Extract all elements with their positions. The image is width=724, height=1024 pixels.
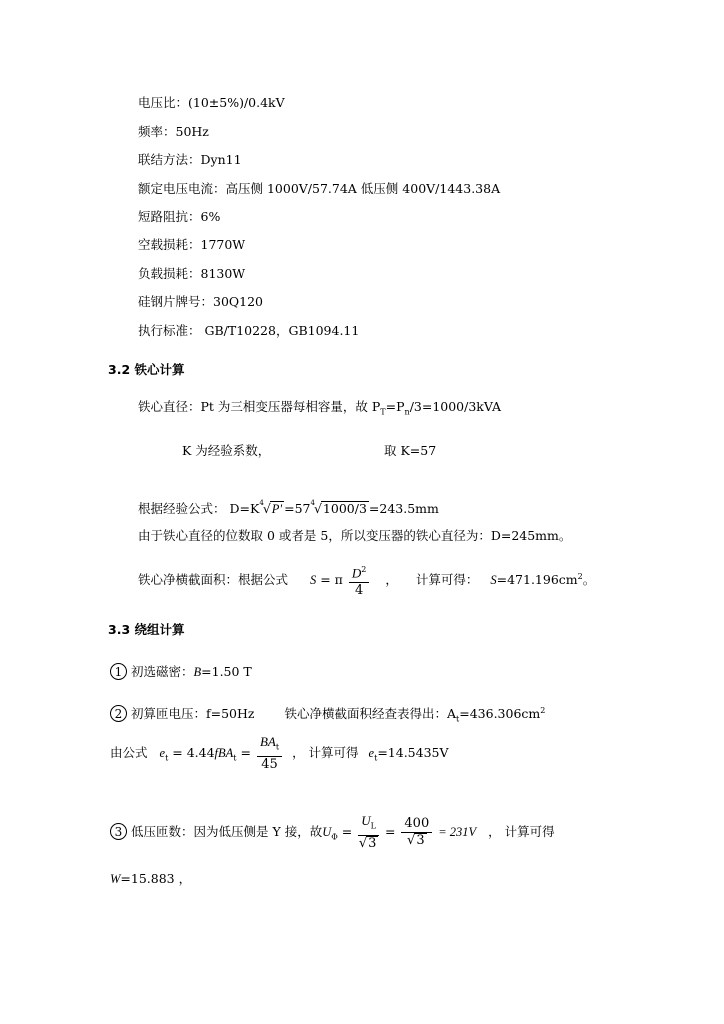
root-index: 4 [259, 499, 264, 507]
step3-text: 低压匝数：因为低压侧是 Y 接，故 [131, 824, 323, 839]
formula-mid: =57 [284, 501, 311, 516]
area-den: 4 [354, 583, 364, 599]
et-fba-sub: t [233, 753, 237, 763]
step2-line [110, 702, 545, 729]
spec-no-load-loss: 空载损耗：1770W [138, 237, 246, 252]
spec-voltage-ratio: 电压比：(10±5%)/0.4kV [138, 95, 285, 110]
et-fraction [257, 734, 282, 773]
et-e2: e [368, 746, 375, 760]
k-coefficient: K 为经验系数， [182, 443, 271, 458]
area-label: 铁心净横截面积：根据公式 [138, 572, 289, 588]
et-formula-line [110, 733, 449, 779]
dia-sub2: n [404, 407, 410, 417]
step2-text: 初算匝电压：f=50Hz [131, 706, 255, 722]
et-sub: t [165, 753, 169, 763]
dia-text: 铁心直径：Pt 为三相变压器每相容量，故 P [138, 399, 381, 414]
step2-circle-number: 2 [110, 705, 127, 722]
section-heading-3-2: 3.2 铁心计算 [108, 362, 185, 377]
area-num: D [351, 565, 362, 581]
spec-load-loss: 负载损耗：8130W [138, 266, 246, 281]
step3-calc: ， 计算可得 [488, 824, 555, 839]
step3-usub: Φ [331, 832, 338, 842]
spec-steel-grade: 硅钢片牌号：30Q120 [138, 294, 264, 309]
spec-frequency: 频率：50Hz [138, 124, 209, 139]
area-calc: 计算可得： [415, 572, 479, 588]
area-result-end: 。 [582, 572, 596, 588]
et-val: =14.5435V [377, 745, 449, 760]
et-sub2: t [374, 753, 378, 763]
area-result-sup: 2 [577, 572, 583, 581]
et-eq: = 4.44 [172, 745, 215, 760]
root-index-2: 4 [310, 499, 315, 507]
step2-area: 铁心净横截面积经查表得出：A [284, 706, 457, 722]
formula-arg: 1000/3 [322, 501, 367, 516]
step2-area-sup: 2 [540, 706, 546, 715]
core-diameter-text [138, 398, 501, 422]
w-val: =15.883 ， [120, 871, 192, 886]
et-prefix: 由公式 [110, 745, 148, 760]
et-fba: fBA [214, 746, 234, 760]
step3-eq: = [341, 824, 353, 839]
section-heading-3-3: 3.3 绕组计算 [108, 622, 185, 637]
et-calc: ， 计算可得 [292, 745, 359, 760]
formula-result: =243.5mm [368, 501, 439, 516]
area-eq: = π [320, 572, 343, 588]
spec-connection: 联结方法：Dyn11 [138, 152, 242, 167]
area-result: =471.196cm [496, 572, 578, 588]
area-fraction [349, 562, 369, 599]
k-value: 取 K=57 [384, 443, 437, 458]
step2-area-sub: t [456, 714, 460, 724]
step3-u: U [322, 825, 332, 839]
step1-val: =1.50 T [201, 664, 252, 679]
step1-text: 初选磁密： [131, 664, 194, 679]
empirical-formula: 根据经验公式： $D=K^4√P' =57^4√1000/3 =243.5mm$ [138, 499, 439, 516]
step1-circle-number: 1 [110, 663, 127, 680]
et-num-sub: t [275, 742, 280, 752]
dia-eq: =P [385, 399, 405, 414]
spec-rated-current: 额定电压电流：高压侧 1000V/57.74A 低压侧 400V/1443.38A [138, 181, 501, 196]
area-s: S [310, 573, 317, 588]
et-e: e [159, 746, 166, 760]
w-var: W [110, 872, 121, 886]
formula-p: P' [271, 502, 283, 516]
step3-num2: 400 [401, 816, 432, 833]
et-den: 45 [261, 756, 278, 772]
area-num-sup: 2 [361, 564, 367, 574]
step1-b: B [193, 665, 202, 679]
step1-line [110, 663, 252, 681]
w-result-line [110, 870, 191, 888]
step3-res: = 231V [438, 825, 477, 839]
spec-impedance: 短路阻抗：6% [138, 209, 221, 224]
step3-num1: U [361, 813, 371, 829]
step3-den2: 3 [416, 833, 425, 848]
step3-fraction-2: $\frac{400}{√3}$ [401, 816, 432, 849]
area-result-s: S [490, 573, 497, 588]
step3-eq2: = [384, 824, 396, 839]
step3-circle-number: 3 [110, 823, 127, 840]
core-area-line [138, 560, 595, 599]
dia-rest: /3=1000/3kVA [409, 399, 502, 414]
formula-d: D=K [229, 501, 260, 516]
step3-den1: 3 [368, 835, 377, 851]
et-num: BA [259, 734, 276, 750]
step3-line [110, 812, 555, 858]
et-eq2: = [240, 745, 251, 760]
step2-area-val: =436.306cm [459, 706, 541, 722]
step3-num1-sub: L [370, 821, 376, 831]
dia-sub: T [380, 407, 386, 417]
spec-standard: 执行标准： GB/T10228，GB1094.11 [138, 323, 360, 338]
area-comma: ， [385, 572, 398, 588]
step3-fraction-1: $\frac{U_L}{√3}$ [358, 813, 379, 852]
diameter-selection: 由于铁心直径的位数取 0 或者是 5，所以变压器的铁心直径为：D=245mm。 [138, 528, 572, 543]
formula-label: 根据经验公式： [138, 501, 226, 516]
